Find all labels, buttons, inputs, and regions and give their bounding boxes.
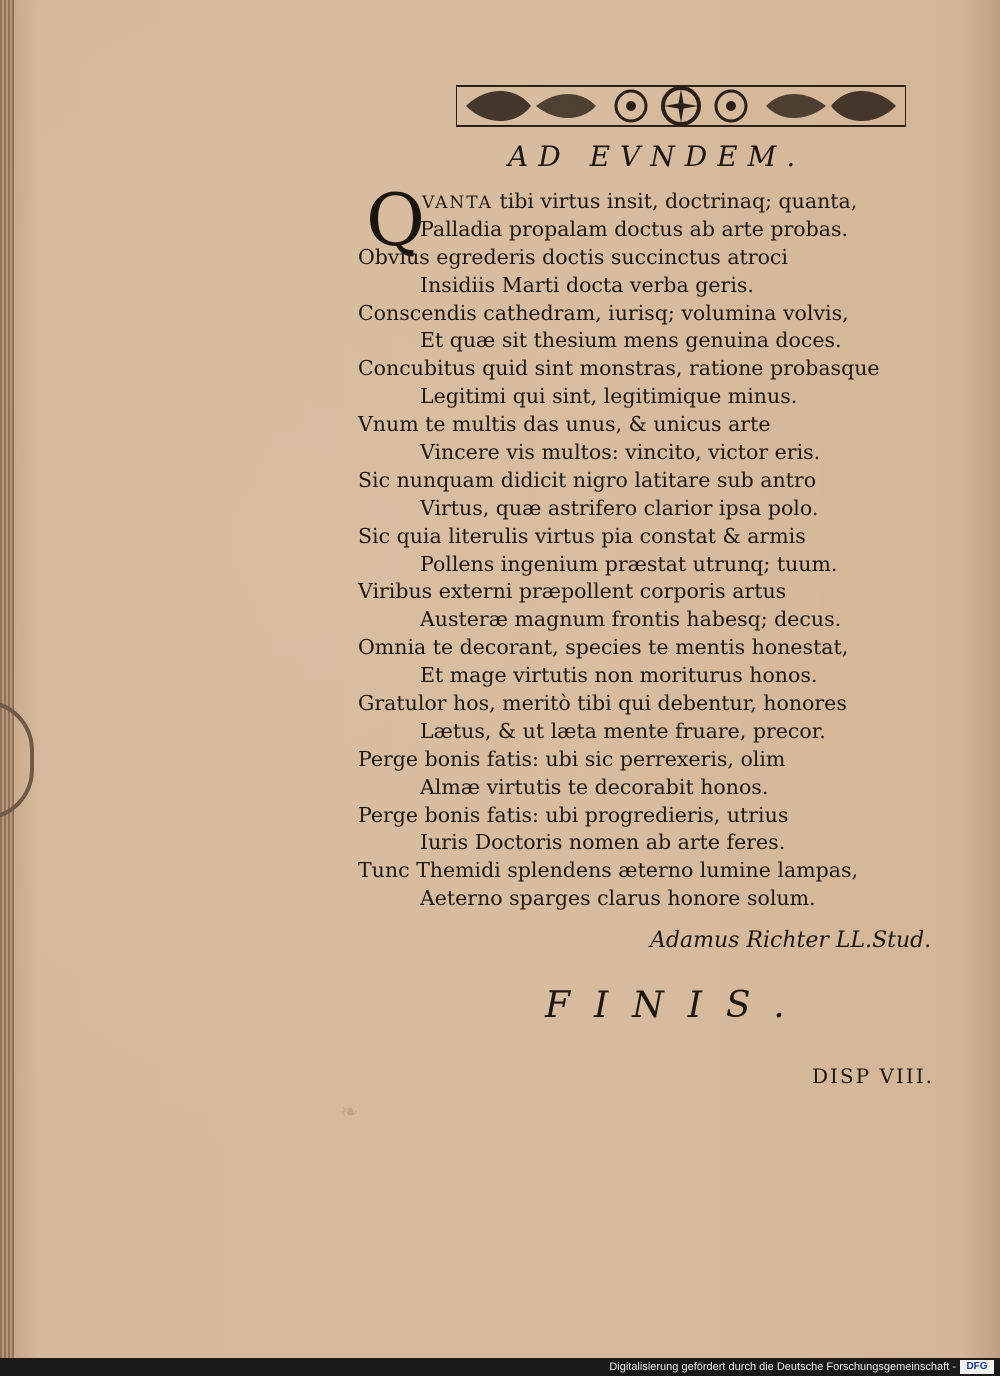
page-edge-stack xyxy=(0,0,14,1358)
poem-line: Sic nunquam didicit nigro latitare sub antro xyxy=(358,467,817,492)
poem-line: Obvius egrederis doctis succinctus atroci xyxy=(358,244,788,269)
poem-line: Iuris Doctoris nomen ab arte feres. xyxy=(420,830,786,855)
poem-line-text: tibi virtus insit, doctrinaq; quanta, xyxy=(499,189,858,213)
poem-line: Perge bonis fatis: ubi sic perrexeris, olim xyxy=(358,746,786,771)
headpiece-ornament-icon xyxy=(456,80,906,132)
poem-line: Aeterno sparges clarus honore solum. xyxy=(420,886,816,911)
poem-line: Lætus, & ut læta mente fruare, precor. xyxy=(420,718,826,743)
poem-heading: AD EVNDEM. xyxy=(508,140,806,173)
poem-line xyxy=(358,188,918,216)
poem-line: Conscendis cathedram, iurisq; volumina volvis, xyxy=(358,300,849,325)
poem-line: Legitimi qui sint, legitimique minus. xyxy=(420,384,798,409)
poem-line: Virtus, quæ astrifero clarior ipsa polo. xyxy=(420,495,819,520)
poem-line: Perge bonis fatis: ubi progredieris, utrius xyxy=(358,802,789,827)
poem-line: Tunc Themidi splendens æterno lumine lampas, xyxy=(358,858,859,883)
poem-line: Insidiis Marti docta verba geris. xyxy=(420,272,754,297)
drop-cap-initial: Q xyxy=(366,178,426,262)
poem-line: Vnum te multis das unus, & unicus arte xyxy=(358,412,771,437)
dfg-logo: DFG xyxy=(960,1360,994,1374)
poem-line: Et quæ sit thesium mens genuina doces. xyxy=(420,328,842,353)
show-through-mark: ❧ xyxy=(340,1100,359,1125)
poem-line: Almæ virtutis te decorabit honos. xyxy=(420,774,769,799)
poem-line: Austeræ magnum frontis habesq; decus. xyxy=(420,607,842,632)
poem-line: Omnia te decorant, species te mentis honestat, xyxy=(358,635,849,660)
footer-credit-text: Digitalisierung gefördert durch die Deutsche Forschungsgemeinschaft - xyxy=(609,1361,956,1373)
poem-line: Sic quia literulis virtus pia constat & armis xyxy=(358,523,806,548)
metal-clip xyxy=(0,700,34,820)
digitization-footer xyxy=(0,1358,1000,1376)
author-signature: Adamus Richter LL.Stud. xyxy=(650,928,932,953)
poem-line: Concubitus quid sint monstras, ratione probasque xyxy=(358,356,880,381)
poem-line: Gratulor hos, meritò tibi qui debentur, honores xyxy=(358,691,847,716)
catchword: DISP VIII. xyxy=(812,1064,934,1088)
poem-body xyxy=(358,178,918,913)
poem-line: Palladia propalam doctus ab arte probas. xyxy=(420,216,849,241)
poem-line: Pollens ingenium præstat utrunq; tuum. xyxy=(420,551,838,576)
poem-line: Et mage virtutis non moriturus honos. xyxy=(420,663,818,688)
finis-colophon: FINIS. xyxy=(545,985,809,1026)
poem-line: Viribus externi præpollent corporis artus xyxy=(358,579,787,604)
poem-line: Vincere vis multos: vincito, victor eris. xyxy=(420,440,821,465)
poem-line-lead: VANTA xyxy=(422,193,493,213)
